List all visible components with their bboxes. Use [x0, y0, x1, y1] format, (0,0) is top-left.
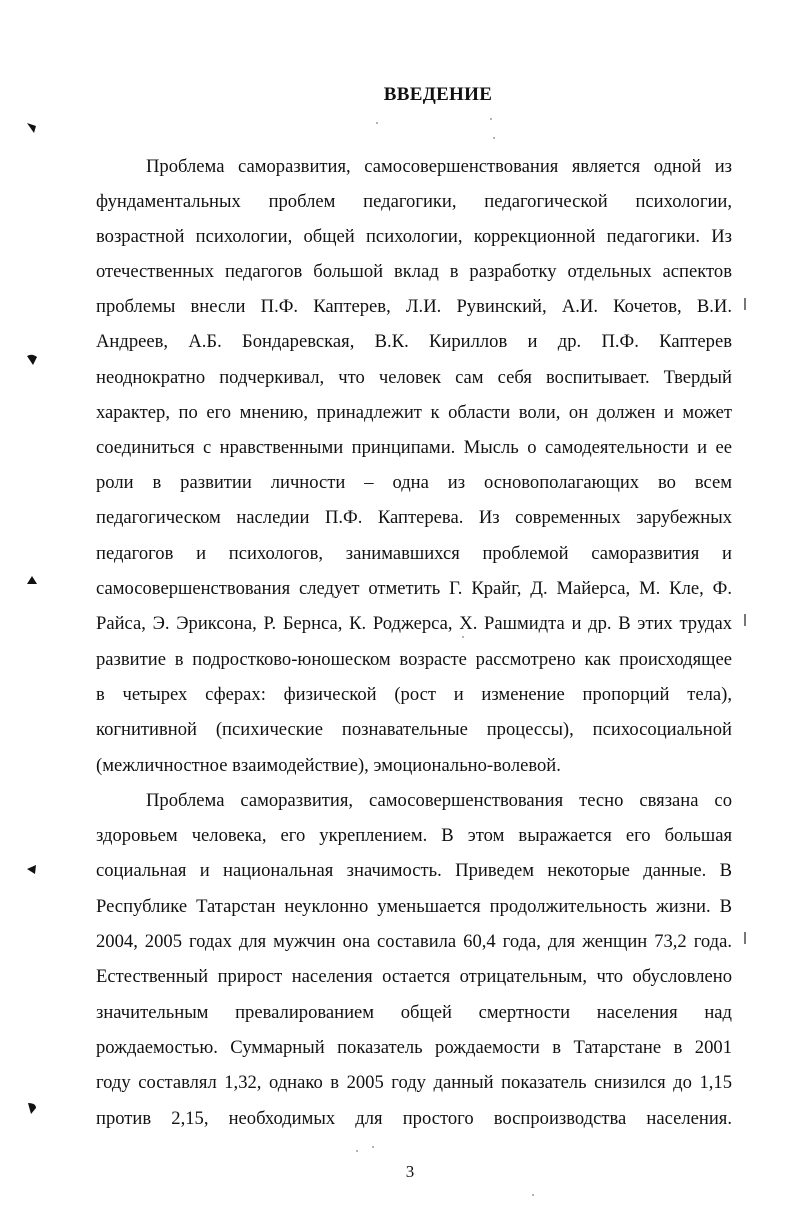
- scan-speck: [372, 1146, 374, 1148]
- text-line: развитие в подростково-юношеском возрасте рассмотрено как происходящее: [96, 649, 732, 670]
- text-line: проблемы внесли П.Ф. Каптерев, Л.И. Рувинский, А.И. Кочетов, В.И.: [96, 296, 732, 317]
- text-line: в четырех сферах: физической (рост и изменение пропорций тела),: [96, 684, 732, 705]
- text-line: фундаментальных проблем педагогики, педагогической психологии,: [96, 191, 732, 212]
- hole-mark-icon: [24, 1100, 40, 1116]
- text-line: возрастной психологии, общей психологии, коррекционной педагогики. Из: [96, 226, 732, 247]
- section-title: ВВЕДЕНИЕ: [383, 84, 493, 105]
- text-line: роли в развитии личности – одна из основополагающих во всем: [96, 472, 732, 493]
- margin-tick: [744, 298, 746, 310]
- text-line: соединиться с нравственными принципами. Мысль о самодеятельности и ее: [96, 437, 732, 458]
- text-line: Проблема саморазвития, самосовершенствования является одной из: [146, 156, 732, 177]
- text-line: Республике Татарстан неуклонно уменьшается продолжительность жизни. В: [96, 896, 732, 917]
- text-line: отечественных педагогов большой вклад в разработку отдельных аспектов: [96, 261, 732, 282]
- text-line: самосовершенствования следует отметить Г. Крайг, Д. Майерса, М. Кле, Ф.: [96, 578, 732, 599]
- hole-mark-icon: [24, 120, 40, 136]
- text-line: педагогов и психологов, занимавшихся проблемой саморазвития и: [96, 543, 732, 564]
- text-line: против 2,15, необходимых для простого воспроизводства населения.: [96, 1108, 732, 1129]
- hole-mark-icon: [24, 574, 40, 590]
- text-line: Естественный прирост населения остается отрицательным, что обусловлено: [96, 966, 732, 987]
- margin-tick: [744, 932, 746, 944]
- scan-speck: [490, 118, 492, 120]
- text-line: Проблема саморазвития, самосовершенствования тесно связана со: [146, 790, 732, 811]
- text-line: 2004, 2005 годах для мужчин она составила 60,4 года, для женщин 73,2 года.: [96, 931, 732, 952]
- scan-speck: [462, 636, 464, 638]
- text-line: когнитивной (психические познавательные процессы), психосоциальной: [96, 719, 732, 740]
- text-line: социальная и национальная значимость. Приведем некоторые данные. В: [96, 860, 732, 881]
- text-line: году составлял 1,32, однако в 2005 году данный показатель снизился до 1,15: [96, 1072, 732, 1093]
- text-line: рождаемостью. Суммарный показатель рождаемости в Татарстане в 2001: [96, 1037, 732, 1058]
- page-number: 3: [405, 1162, 415, 1181]
- scan-speck: [356, 1150, 358, 1152]
- text-line: Андреев, А.Б. Бондаревская, В.К. Кириллов и др. П.Ф. Каптерев: [96, 331, 732, 352]
- text-line: значительным превалированием общей смертности населения над: [96, 1002, 732, 1023]
- text-line: неоднократно подчеркивал, что человек сам себя воспитывает. Твердый: [96, 367, 732, 388]
- hole-mark-icon: [24, 862, 40, 878]
- scan-speck: [376, 122, 378, 124]
- scan-speck: [532, 1194, 534, 1196]
- text-line: (межличностное взаимодействие), эмоционально-волевой.: [96, 755, 561, 776]
- hole-mark-icon: [24, 352, 40, 368]
- text-line: педагогическом наследии П.Ф. Каптерева. Из современных зарубежных: [96, 507, 732, 528]
- scan-speck: [493, 137, 495, 139]
- text-line: характер, по его мнению, принадлежит к области воли, он должен и может: [96, 402, 732, 423]
- margin-tick: [744, 614, 746, 626]
- text-line: здоровьем человека, его укреплением. В этом выражается его большая: [96, 825, 732, 846]
- text-line: Райса, Э. Эриксона, Р. Бернса, К. Роджерса, Х. Рашмидта и др. В этих трудах: [96, 613, 732, 634]
